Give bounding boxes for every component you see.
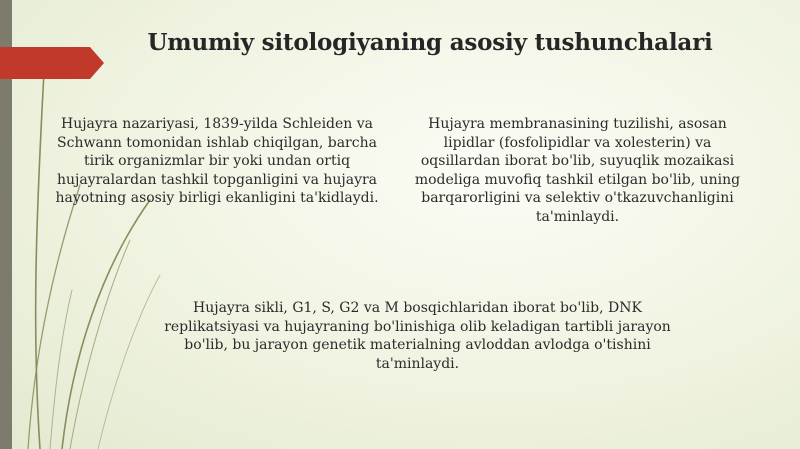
slide-title: Umumiy sitologiyaning asosiy tushunchalari	[147, 29, 713, 56]
text-block-cell-theory: Hujayra nazariyasi, 1839-yilda Schleiden va Schwann tomonidan ishlab chiqilgan, barcha tirik organizmlar bir yoki undan ortiq hujayralardan tashkil topganligini va hujayra hayotning asosiy birligi ekanligini ta'kidlaydi.	[55, 116, 379, 207]
text-block-membrane-structure: Hujayra membranasining tuzilishi, asosan lipidlar (fosfolipidlar va xolesterin) va oqsillardan iborat bo'lib, suyuqlik mozaikasi modeliga muvofiq tashkil etilgan bo'lib, uning barqarorligini va selektiv o'tkazuvchanligini ta'minlaydi.	[414, 116, 741, 225]
text-block-cell-cycle: Hujayra sikli, G1, S, G2 va M bosqichlaridan iborat bo'lib, DNK replikatsiyasi va hujayraning bo'linishiga olib keladigan tartibli jarayon bo'lib, bu jarayon genetik materialning avloddan avlodga o'tishini ta'minlaydi.	[164, 300, 671, 372]
